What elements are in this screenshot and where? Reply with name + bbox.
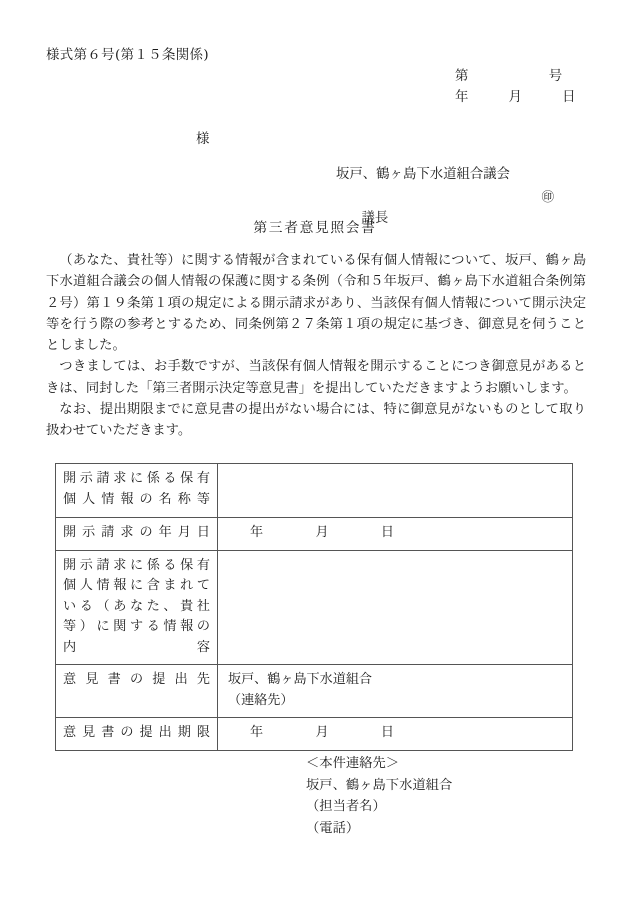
table-row — [56, 518, 573, 551]
disclosure-table — [55, 463, 573, 751]
table-row-label — [56, 550, 218, 665]
table-row — [56, 718, 573, 751]
table-value-line: （連絡先） — [228, 692, 294, 708]
table-label-line: 開示請求に係る保有 — [63, 471, 210, 486]
table-label-line: 等）に関する情報の — [63, 619, 210, 634]
body-text — [46, 250, 586, 442]
date-placeholder: 年 月 日 — [250, 725, 395, 740]
table-label-line: 個人情報に含まれて — [63, 578, 210, 593]
table-value-line: 坂戸、鶴ヶ島下水道組合 — [228, 672, 373, 687]
table-row-value[interactable] — [218, 718, 573, 751]
table-row-value[interactable] — [218, 464, 573, 518]
contact-phone: （電話） — [306, 820, 360, 836]
table-label-line: 意見書の提出期限 — [63, 725, 210, 740]
form-number: 様式第６号(第１５条関係) — [46, 48, 209, 63]
document-number-line: 第 号 — [455, 69, 563, 84]
body-paragraph: なお、提出期限までに意見書の提出がない場合には、特に御意見がないものとして取り扱わせていただきます。 — [46, 402, 586, 439]
seal-icon: ㊞ — [541, 189, 554, 204]
page-title: 第三者意見照会書 — [253, 220, 377, 236]
table-row-value[interactable] — [218, 665, 573, 718]
table-row-label — [56, 464, 218, 518]
table-row-value[interactable] — [218, 550, 573, 665]
table-row — [56, 550, 573, 665]
table-row-label — [56, 518, 218, 551]
table-label-line: 個人情報の名称等 — [63, 491, 210, 507]
table-label-line: いる（あなた、貴社 — [63, 598, 210, 614]
date-placeholder: 年 月 日 — [250, 525, 395, 540]
body-paragraph: （あなた、貴社等）に関する情報が含まれている保有個人情報について、坂戸、鶴ヶ島下水道組合議会の個人情報の保護に関する条例（令和５年坂戸、鶴ヶ島下水道組合条例第２号）第１９条第１項の規定による開示請求があり、当該保有個人情報について開示決定等を行う際の参考とするため、同条例第２７条第１項の規定に基づき、御意見を伺うこととしました。 — [46, 253, 586, 354]
issuer-title: 議長 — [361, 211, 389, 226]
table-label-line: 開示請求に係る保有 — [63, 557, 210, 573]
table-row-label — [56, 665, 218, 718]
table-label-line: 内容 — [63, 639, 210, 655]
table-row-label — [56, 718, 218, 751]
issuer-organization: 坂戸、鶴ヶ島下水道組合議会 — [336, 167, 511, 182]
table-label-line: 開示請求の年月日 — [63, 525, 210, 540]
addressee-honorific: 様 — [196, 132, 210, 147]
contact-heading: ＜本件連絡先＞ — [306, 756, 400, 771]
document-meta — [455, 66, 576, 108]
body-paragraph: つきましては、お手数ですが、当該保有個人情報を開示することにつき御意見があるときは、同封した「第三者開示決定等意見書」を提出していただきますようお願いします。 — [46, 359, 586, 396]
document-date-line: 年 月 日 — [455, 90, 576, 105]
contact-organization: 坂戸、鶴ヶ島下水道組合 — [306, 777, 453, 793]
table-row — [56, 464, 573, 518]
table-label-line: 意見書の提出先 — [63, 672, 210, 687]
contact-person: （担当者名） — [306, 799, 386, 814]
table-row — [56, 665, 573, 718]
contact-block — [306, 753, 452, 839]
table-row-value[interactable] — [218, 518, 573, 551]
